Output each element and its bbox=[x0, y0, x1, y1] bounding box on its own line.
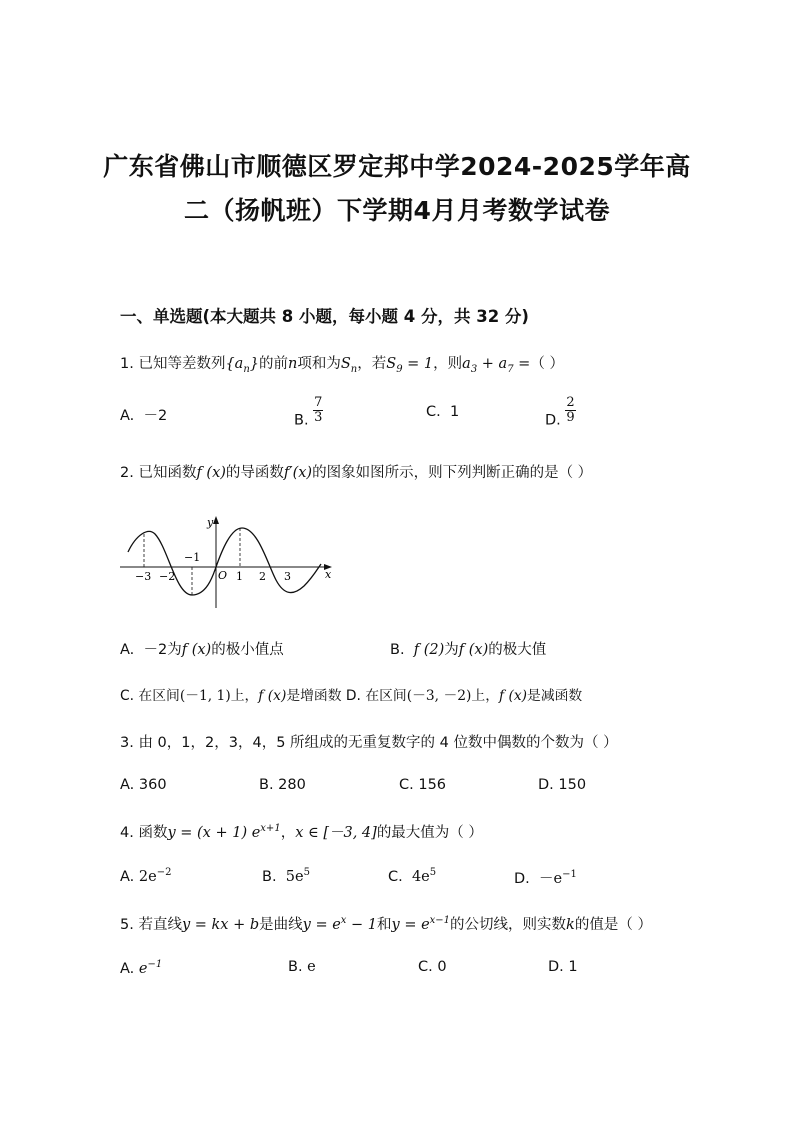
numerator: 7 bbox=[314, 395, 323, 410]
option-text: 是增函数 bbox=[286, 688, 342, 704]
option-text: 的极小值点 bbox=[211, 642, 284, 658]
math: = bbox=[513, 356, 531, 372]
math: f (x) bbox=[258, 688, 287, 704]
option-label: A. bbox=[120, 642, 135, 658]
math: y = e bbox=[391, 917, 430, 933]
question-text: 是曲线 bbox=[259, 917, 303, 933]
math: = 1 bbox=[402, 356, 434, 372]
option-label: D. bbox=[548, 959, 564, 975]
math: f (x) bbox=[499, 688, 528, 704]
math: y = e bbox=[302, 917, 341, 933]
option-value: 2e bbox=[138, 868, 157, 885]
math-sub: 3 bbox=[470, 363, 478, 375]
math: y = (x + 1) e bbox=[167, 825, 261, 841]
question-1 bbox=[120, 352, 564, 375]
question-text: 和 bbox=[377, 917, 392, 933]
derivative-graph bbox=[118, 510, 340, 610]
option-text: 在区间 bbox=[365, 688, 407, 704]
question-number: 1. bbox=[120, 356, 134, 372]
question-text: 的图象如图所示，则下列判断正确的是（ ） bbox=[312, 465, 593, 481]
option-label: B. bbox=[288, 959, 303, 975]
math-sub: n bbox=[350, 363, 358, 375]
fraction bbox=[565, 396, 575, 425]
derivative-curve bbox=[128, 528, 321, 595]
option-value: 5e bbox=[285, 868, 304, 885]
q1-option-d bbox=[545, 396, 576, 429]
question-number: 5. bbox=[120, 917, 134, 933]
option-value: 360 bbox=[138, 777, 167, 793]
question-text: ，若 bbox=[357, 356, 387, 372]
q5-option-d bbox=[548, 959, 578, 975]
math: − 1 bbox=[346, 917, 378, 933]
option-label: C. bbox=[418, 959, 433, 975]
question-text: ，则 bbox=[433, 356, 463, 372]
q2-option-a bbox=[120, 638, 284, 659]
math-sub: 9 bbox=[396, 363, 403, 375]
math-sup: x−1 bbox=[429, 915, 451, 927]
math: y = kx + b bbox=[181, 917, 260, 933]
option-value: 280 bbox=[278, 777, 306, 793]
option-label: C. bbox=[388, 868, 403, 885]
math: k bbox=[566, 917, 575, 933]
math-sub: 7 bbox=[507, 363, 514, 375]
question-number: 4. bbox=[120, 825, 134, 841]
section-heading: 一、单选题(本大题共 8 小题，每小题 4 分，共 32 分) bbox=[120, 307, 529, 326]
option-value: 1 bbox=[568, 959, 578, 975]
option-text: 的极大值 bbox=[488, 642, 547, 658]
option-label: A. bbox=[120, 960, 135, 977]
tick-label: 1 bbox=[236, 570, 243, 583]
math: S bbox=[340, 356, 351, 372]
tick-label: 2 bbox=[259, 570, 266, 583]
math: a bbox=[462, 356, 471, 372]
tick-label: 3 bbox=[284, 570, 291, 583]
option-value: 156 bbox=[418, 777, 447, 793]
math-sup: −1 bbox=[562, 869, 577, 881]
math-sup: −1 bbox=[147, 959, 163, 970]
option-value: 4e bbox=[411, 868, 430, 885]
tick-label: −3 bbox=[135, 570, 152, 583]
option-text: 是减函数 bbox=[527, 688, 583, 704]
tick-label: −2 bbox=[159, 570, 176, 583]
y-axis-label: y bbox=[207, 516, 214, 529]
q5-option-a bbox=[120, 959, 162, 977]
y-axis-arrow bbox=[213, 516, 219, 524]
denominator: 3 bbox=[314, 410, 323, 425]
option-label: C. bbox=[399, 777, 414, 793]
option-label: B. bbox=[259, 777, 274, 793]
q2-options-c-d bbox=[120, 684, 582, 704]
math: {a bbox=[225, 356, 244, 372]
math-sup: x bbox=[340, 915, 347, 927]
q4-option-d bbox=[514, 867, 577, 888]
option-value: 0 bbox=[437, 959, 447, 975]
tick-label: −1 bbox=[184, 551, 201, 564]
q1-option-c bbox=[426, 404, 459, 420]
math: S bbox=[386, 356, 397, 372]
math-sup: x+1 bbox=[260, 823, 281, 835]
math-sub: n bbox=[243, 363, 250, 375]
math: } bbox=[249, 356, 260, 372]
math: + a bbox=[477, 356, 508, 372]
option-label: B. bbox=[390, 642, 405, 658]
q3-option-b bbox=[259, 777, 306, 793]
q2-option-c bbox=[120, 688, 342, 704]
option-label: A. bbox=[120, 408, 135, 424]
question-text: ， bbox=[280, 825, 296, 841]
option-label: D. bbox=[538, 777, 554, 793]
question-text: 函数 bbox=[138, 825, 168, 841]
q3-option-a bbox=[120, 777, 167, 793]
question-text: 的导函数 bbox=[225, 465, 284, 481]
option-label: B. bbox=[294, 412, 309, 429]
option-value: －2 bbox=[143, 408, 168, 424]
title-line-2: 二（扬帆班）下学期4月月考数学试卷 bbox=[184, 196, 610, 225]
option-label: D. bbox=[514, 871, 530, 887]
question-number: 2. bbox=[120, 465, 134, 481]
option-label: A. bbox=[120, 868, 135, 885]
question-text: 若直线 bbox=[138, 917, 182, 933]
math: x ∈ [－3, 4] bbox=[295, 825, 377, 841]
option-label: C. bbox=[426, 404, 441, 420]
numerator: 2 bbox=[566, 395, 575, 410]
option-label: D. bbox=[345, 688, 361, 704]
math-sup: 5 bbox=[303, 867, 310, 878]
q5-option-c bbox=[418, 959, 447, 975]
q3-option-d bbox=[538, 777, 586, 793]
math: f (x) bbox=[181, 642, 212, 658]
option-value: 150 bbox=[558, 777, 587, 793]
question-text: 已知函数 bbox=[138, 465, 197, 481]
option-text: 上， bbox=[230, 688, 259, 704]
math: n bbox=[288, 356, 298, 372]
math: f′(x) bbox=[283, 465, 313, 481]
question-text: 项和为 bbox=[297, 356, 341, 372]
question-text: 的前 bbox=[259, 356, 289, 372]
math: f (x) bbox=[196, 465, 226, 481]
option-label: C. bbox=[120, 688, 135, 704]
option-label: A. bbox=[120, 777, 135, 793]
question-text: 由 0，1，2，3，4，5 所组成的无重复数字的 4 位数中偶数的个数为（ ） bbox=[138, 735, 618, 751]
q2-option-b bbox=[390, 638, 546, 659]
question-2 bbox=[120, 461, 592, 482]
math: (－3, －2) bbox=[406, 688, 472, 704]
answer-blank: （ ） bbox=[530, 356, 564, 372]
question-number: 3. bbox=[120, 735, 134, 751]
math: f (x) bbox=[458, 642, 489, 658]
q4-option-b bbox=[262, 867, 310, 885]
option-text: 为 bbox=[444, 642, 459, 658]
origin-label: O bbox=[218, 569, 228, 582]
q5-option-b bbox=[288, 959, 316, 975]
math: f (2) bbox=[413, 642, 445, 658]
q3-option-c bbox=[399, 777, 446, 793]
q1-option-b bbox=[294, 396, 323, 429]
option-value: e bbox=[138, 960, 148, 977]
q1-option-a bbox=[120, 404, 167, 425]
option-label: D. bbox=[545, 412, 561, 429]
q4-option-c bbox=[388, 867, 436, 885]
question-5 bbox=[120, 913, 652, 934]
denominator: 9 bbox=[566, 410, 575, 425]
x-axis-label: x bbox=[325, 568, 332, 581]
question-text: 的值是（ ） bbox=[574, 917, 652, 933]
option-text: 上， bbox=[471, 688, 499, 704]
question-text: 已知等差数列 bbox=[138, 356, 226, 372]
option-value: －e bbox=[539, 871, 563, 887]
fraction bbox=[313, 396, 323, 425]
question-4 bbox=[120, 821, 483, 842]
math-sup: 5 bbox=[429, 867, 437, 878]
question-text: 的公切线，则实数 bbox=[450, 917, 567, 933]
math: (－1, 1) bbox=[179, 688, 231, 704]
q2-option-d bbox=[346, 688, 582, 704]
question-3 bbox=[120, 731, 618, 752]
option-label: B. bbox=[262, 868, 277, 885]
option-text: －2为 bbox=[143, 642, 182, 658]
option-value: 1 bbox=[449, 404, 460, 420]
option-value: e bbox=[307, 959, 316, 975]
title-line-1: 广东省佛山市顺德区罗定邦中学2024-2025学年高 bbox=[103, 152, 691, 181]
option-text: 在区间 bbox=[138, 688, 180, 704]
math-sup: −2 bbox=[156, 867, 172, 878]
q4-option-a bbox=[120, 867, 171, 885]
question-text: 的最大值为（ ） bbox=[376, 825, 483, 841]
